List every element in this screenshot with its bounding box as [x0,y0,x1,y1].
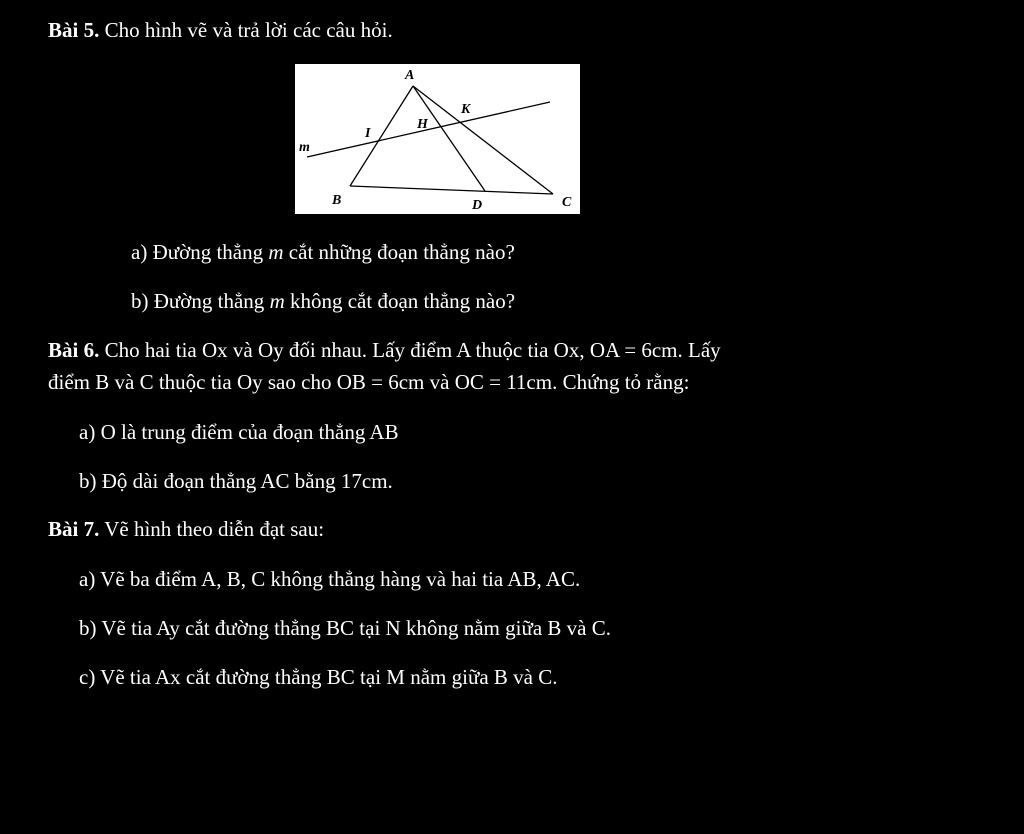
segment-ac [413,86,553,194]
geometry-figure [295,64,580,214]
bai5-qb-prefix: b) Đường thẳng [131,289,270,313]
geometry-figure-svg [295,64,580,214]
bai5-qb-var: m [269,289,285,313]
bai6-heading: Bài 6. [48,338,100,362]
bai7-title [48,517,324,542]
bai5-heading: Bài 5. [48,18,100,42]
bai7-item-c: c) Vẽ tia Ax cắt đường thẳng BC tại M nằm giữa B và C. [79,665,558,689]
label-c: C [562,195,572,210]
bai6-line1-text: Cho hai tia Ox và Oy đối nhau. Lấy điểm A thuộc tia Ox, OA = 6cm. Lấy [99,338,721,362]
label-b: B [332,193,342,208]
bai5-question-b [131,289,515,314]
segment-ab [350,86,413,186]
bai7-text: Vẽ hình theo diễn đạt sau: [99,517,325,541]
label-m: m [299,140,310,155]
bai6-item-b: b) Độ dài đoạn thẳng AC bằng 17cm. [79,469,393,493]
bai5-qb-suffix: không cắt đoạn thẳng nào? [284,289,516,313]
bai7-item-b: b) Vẽ tia Ay cắt đường thẳng BC tại N không nằm giữa B và C. [79,616,611,640]
bai6-line2: điểm B và C thuộc tia Oy sao cho OB = 6cm và OC = 11cm. Chứng tỏ rằng: [48,370,690,394]
line-m [307,102,550,157]
label-d: D [472,198,483,213]
segment-ad [413,86,485,191]
label-k: K [461,102,471,117]
bai5-question-a [131,240,515,265]
segment-bc [350,186,553,194]
bai7-heading: Bài 7. [48,517,100,541]
bai7-item-a: a) Vẽ ba điểm A, B, C không thẳng hàng và hai tia AB, AC. [79,567,581,591]
bai5-qa-suffix: cắt những đoạn thẳng nào? [283,240,515,264]
bai5-qa-prefix: a) Đường thẳng [131,240,269,264]
bai5-title [48,18,393,43]
label-a: A [405,68,415,83]
label-h: H [417,117,428,132]
bai5-text: Cho hình vẽ và trả lời các câu hỏi. [99,18,393,42]
bai5-qa-var: m [268,240,284,264]
bai6-item-a: a) O là trung điểm của đoạn thẳng AB [79,420,399,444]
label-i: I [365,126,371,141]
bai6-line1 [48,338,721,363]
